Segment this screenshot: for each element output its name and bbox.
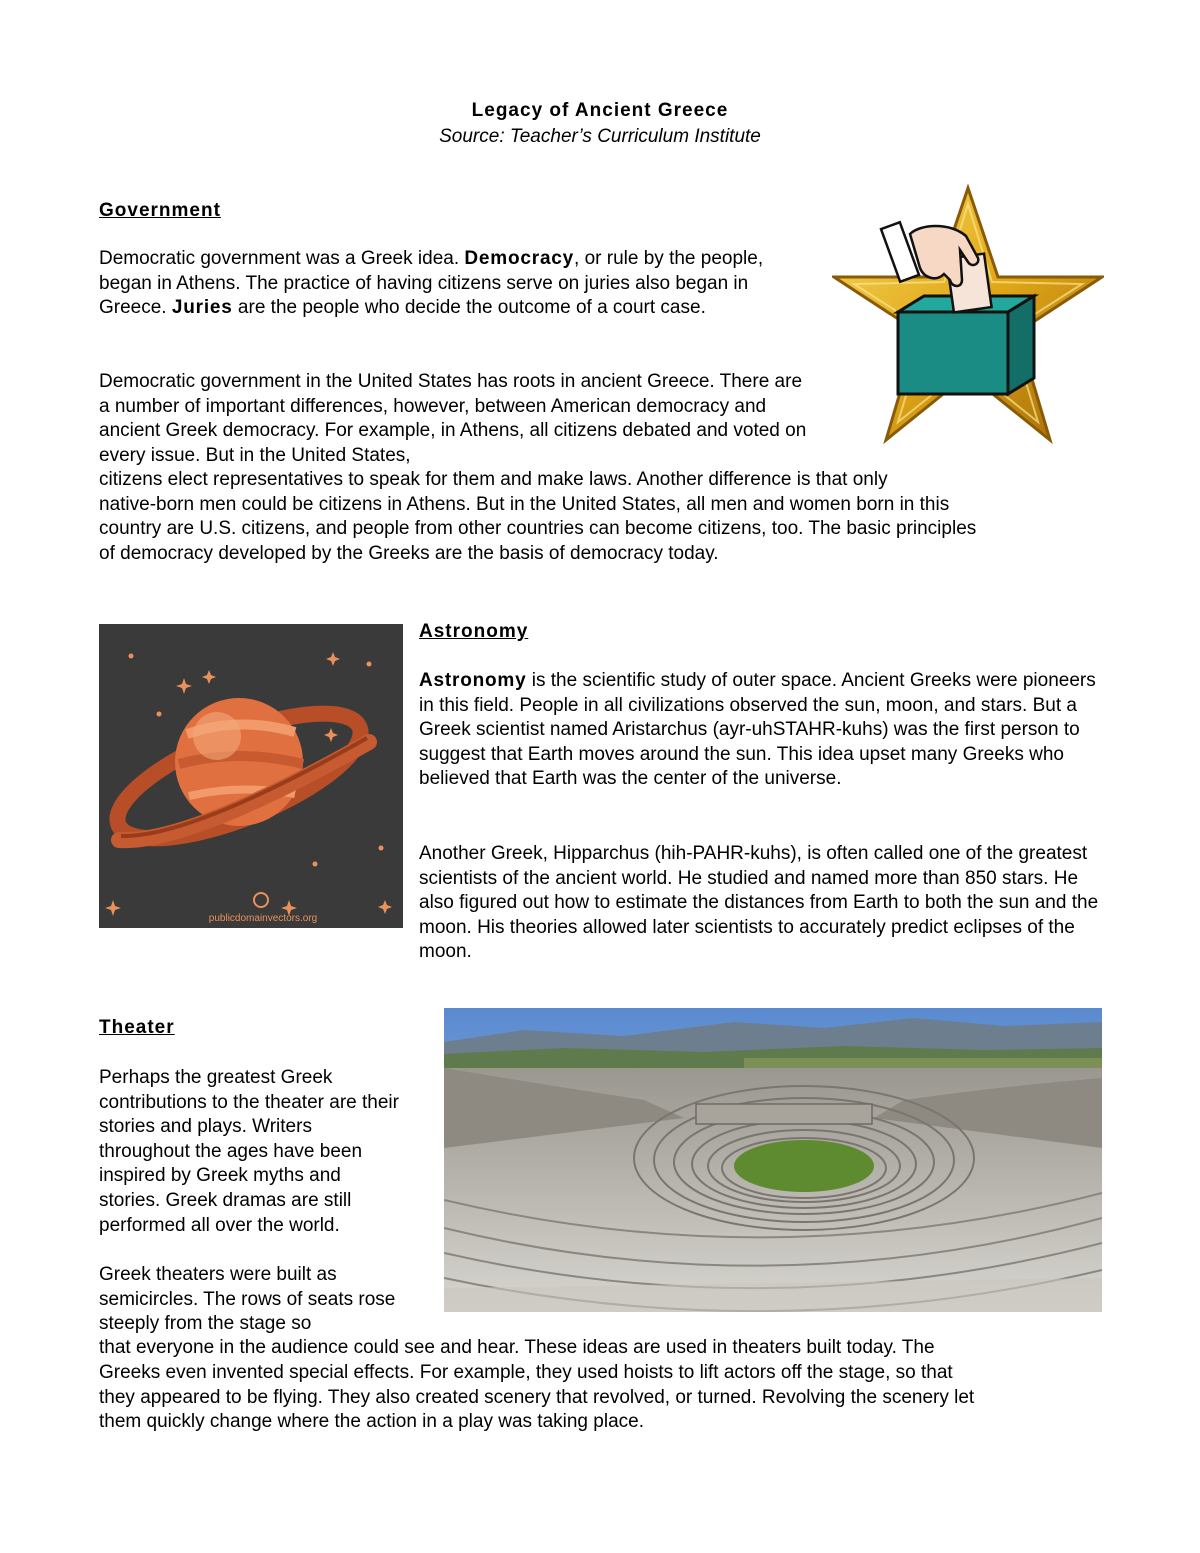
theater-heading: Theater — [99, 1017, 175, 1038]
source-line: Source: Teacher’s Curriculum Institute — [439, 126, 761, 147]
ancient-greek-theater-photo — [444, 1008, 1102, 1312]
saturn-planet-illustration — [99, 624, 403, 928]
theater-p2-line: Greeks even invented special effects. For example, they used hoists to lift actors off the stage, so that — [99, 1362, 953, 1383]
term-astronomy: Astronomy — [419, 670, 527, 691]
term-democracy: Democracy — [464, 248, 575, 269]
government-p2-line: citizens elect representatives to speak for them and make laws. Another difference is that only — [99, 469, 888, 490]
astronomy-paragraph-1 — [419, 669, 1099, 792]
page-title: Legacy of Ancient Greece — [471, 100, 729, 121]
government-paragraph-1 — [99, 247, 811, 321]
astronomy-paragraph-2: Another Greek, Hipparchus (hih-PAHR-kuhs), is often called one of the greatest scientists of the ancient world. He studied and named more than 850 stars. He also figured out how to estimate the distances from Earth to both the sun and the moon. His theories allowed later scientists to accurately predict eclipses of the moon. — [419, 843, 1099, 963]
theater-p2-line: that everyone in the audience could see and hear. These ideas are used in theaters built today. The — [99, 1337, 935, 1358]
government-p1-text-c: are the people who decide the outcome of a court case. — [232, 297, 706, 319]
orchestra-grass — [734, 1140, 874, 1192]
government-p1-text-b: , or rule by the people, began in Athens. The practice of having citizens serve on juries also began in Greece. — [99, 248, 764, 319]
theater-p2-line: them quickly change where the action in a play was taking place. — [99, 1411, 644, 1432]
government-heading: Government — [99, 200, 221, 221]
theater-p2-line: they appeared to be flying. They also created scenery that revolved, or turned. Revolving the scenery let — [99, 1387, 975, 1408]
government-p2-line: of democracy developed by the Greeks are the basis of democracy today. — [99, 543, 719, 564]
astronomy-heading: Astronomy — [419, 621, 529, 642]
government-p2-line: native-born men could be citizens in Athens. But in the United States, all men and women born in this — [99, 494, 950, 515]
government-p2-line: country are U.S. citizens, and people from other countries can become citizens, too. The basic principles — [99, 518, 977, 539]
theater-paragraph-1: Perhaps the greatest Greek contributions to the theater are their stories and plays. Writers throughout the ages have been inspired by Greek myths and stories. Greek dramas are still performed all over the world. — [99, 1067, 399, 1236]
term-juries: Juries — [171, 297, 233, 319]
theater-paragraph-2-wrapped: Greek theaters were built as semicircles. The rows of seats rose steeply from the stage so — [99, 1264, 396, 1335]
government-p1-text-a: Democratic government was a Greek idea. — [99, 248, 465, 269]
astronomy-p1-text: is the scientific study of outer space. Ancient Greeks were pioneers in this field. People in all civilizations observed the sun, moon, and stars. But a Greek scientist named Aristarchus (ayr-uhSTAHR-kuhs) was the first person to suggest that Earth moves around the sun. This idea upset many Greeks who believed that Earth was the center of the universe. — [419, 670, 1096, 790]
image-credit: publicdomainvectors.org — [208, 913, 318, 924]
democracy-ballot-star-illustration — [832, 184, 1104, 444]
government-paragraph-2-wrapped: Democratic government in the United States has roots in ancient Greece. There are a number of important differences, however, between American democracy and ancient Greek democracy. For example, in Athens, all citizens debated and voted on every issue. But in the United States, — [99, 371, 807, 466]
